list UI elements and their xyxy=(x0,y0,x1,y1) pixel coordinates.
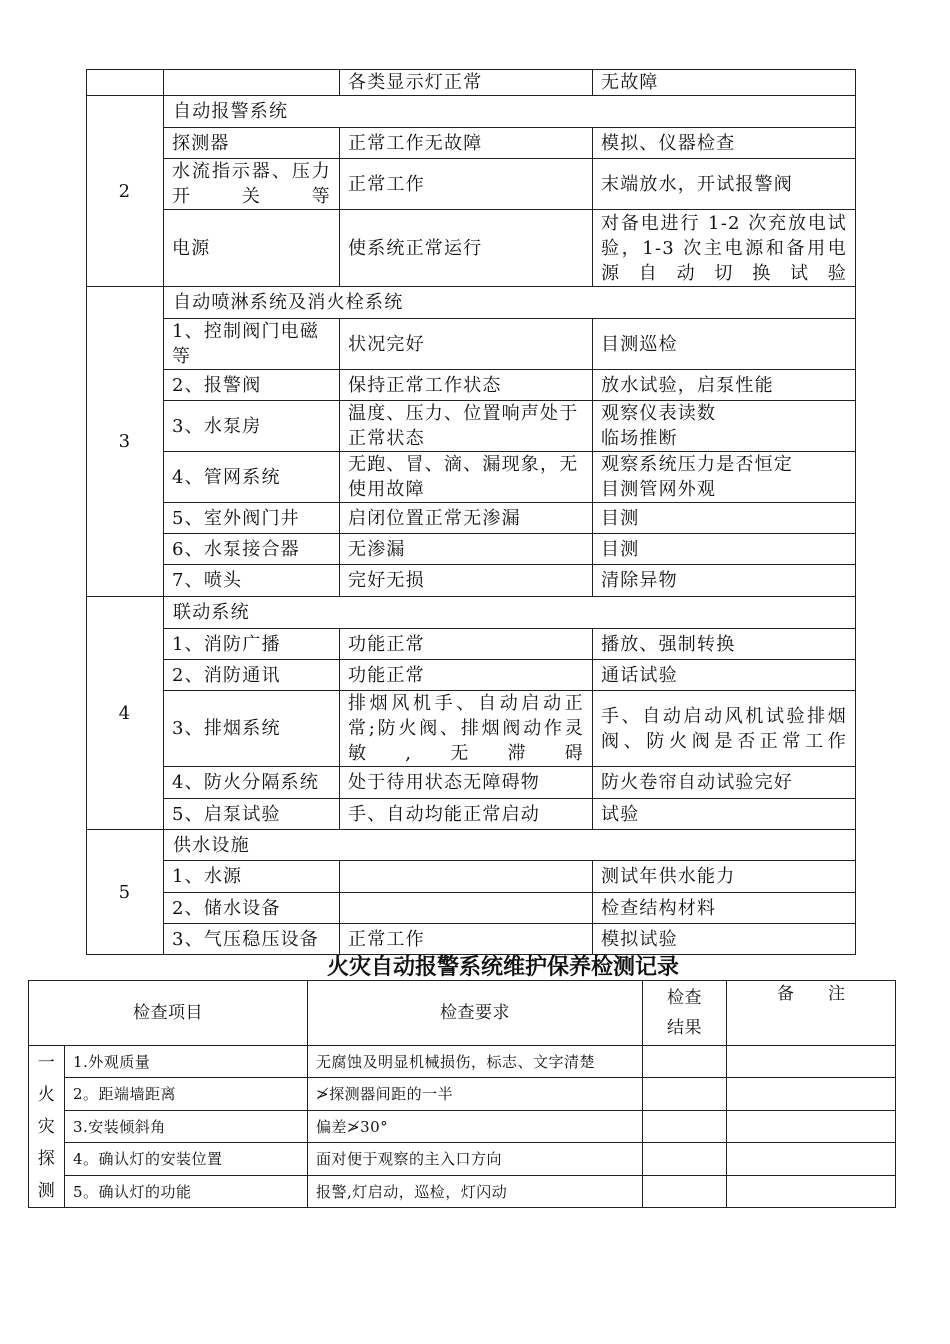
group-title: 联动系统 xyxy=(164,597,856,629)
requirement-cell: 完好无损 xyxy=(340,565,593,597)
method-cell: 模拟试验 xyxy=(593,924,856,955)
item-cell: 2、储水设备 xyxy=(164,893,340,924)
item-cell: 4、防火分隔系统 xyxy=(164,767,340,799)
item-cell: 2、消防通讯 xyxy=(164,660,340,691)
table-row xyxy=(87,370,856,401)
requirement-cell: 偏差≯30° xyxy=(308,1111,643,1143)
header-result-line: 检查 xyxy=(667,988,702,1008)
requirement-cell: ≯探测器间距的一半 xyxy=(308,1078,643,1111)
table-row xyxy=(87,597,856,629)
header-item: 检查项目 xyxy=(29,981,308,1046)
title-blank-underline xyxy=(243,960,325,981)
method-cell xyxy=(593,401,856,452)
item-cell: 3、气压稳压设备 xyxy=(164,924,340,955)
result-cell[interactable] xyxy=(643,1111,727,1143)
category-char: 探 xyxy=(37,1148,56,1169)
requirement-cell: 无跑、冒、滴、漏现象，无使用故障 xyxy=(340,452,593,503)
table-row xyxy=(87,767,856,799)
requirement-cell: 温度、压力、位置响声处于正常状态 xyxy=(340,401,593,452)
item-cell: 水流指示器、压力开关等 xyxy=(164,159,340,210)
method-cell xyxy=(593,452,856,503)
method-cell: 目测巡检 xyxy=(593,319,856,370)
item-cell: 1、消防广播 xyxy=(164,629,340,660)
inspection-record-table xyxy=(28,980,896,1208)
item-cell: 3、排烟系统 xyxy=(164,691,340,767)
group-number: 3 xyxy=(87,287,164,597)
requirement-cell xyxy=(340,861,593,893)
table-row xyxy=(87,691,856,767)
requirement-cell: 无腐蚀及明显机械损伤，标志、文字清楚 xyxy=(308,1046,643,1078)
table-row xyxy=(87,830,856,861)
result-cell[interactable] xyxy=(643,1046,727,1078)
table-row xyxy=(87,861,856,893)
method-cell: 检查结构材料 xyxy=(593,893,856,924)
requirement-cell: 无渗漏 xyxy=(340,534,593,565)
item-cell: 3.安装倾斜角 xyxy=(65,1111,308,1143)
requirement-cell: 正常工作 xyxy=(340,159,593,210)
table-row xyxy=(87,565,856,597)
result-cell[interactable] xyxy=(643,1078,727,1111)
item-cell: 2。距端墙距离 xyxy=(65,1078,308,1111)
method-cell: 播放、强制转换 xyxy=(593,629,856,660)
group-number: 2 xyxy=(87,96,164,287)
table-row xyxy=(87,287,856,319)
table-row xyxy=(87,159,856,210)
header-requirement: 检查要求 xyxy=(308,981,643,1046)
table-row xyxy=(87,924,856,955)
header-result xyxy=(643,981,727,1046)
requirement-cell: 功能正常 xyxy=(340,629,593,660)
table-row xyxy=(87,534,856,565)
method-cell: 试验 xyxy=(593,799,856,830)
category-label xyxy=(29,1046,65,1208)
table-row xyxy=(29,1046,896,1078)
table-row xyxy=(29,1111,896,1143)
item-cell: 5、室外阀门井 xyxy=(164,503,340,534)
requirement-cell: 使系统正常运行 xyxy=(340,210,593,287)
item-cell: 1、控制阀门电磁等 xyxy=(164,319,340,370)
item-cell: 3、水泵房 xyxy=(164,401,340,452)
method-line: 观察仪表读数 xyxy=(601,403,717,424)
table-row xyxy=(87,452,856,503)
table-row xyxy=(29,1143,896,1176)
table-row xyxy=(87,660,856,691)
group-title: 自动报警系统 xyxy=(164,96,856,128)
item-cell: 4。确认灯的安装位置 xyxy=(65,1143,308,1176)
item-cell: 电源 xyxy=(164,210,340,287)
table-row xyxy=(87,503,856,534)
method-line: 临场推断 xyxy=(601,428,678,449)
header-note: 备 注 xyxy=(727,981,896,1046)
category-char: 灾 xyxy=(37,1116,56,1137)
method-line: 观察系统压力是否恒定 xyxy=(601,454,793,475)
requirement-cell: 功能正常 xyxy=(340,660,593,691)
header-result-line: 结果 xyxy=(667,1018,702,1038)
result-cell[interactable] xyxy=(643,1176,727,1208)
item-cell: 2、报警阀 xyxy=(164,370,340,401)
item-cell: 1、水源 xyxy=(164,861,340,893)
note-cell[interactable] xyxy=(727,1143,896,1176)
method-cell: 通话试验 xyxy=(593,660,856,691)
record-title xyxy=(243,955,763,981)
group-title: 供水设施 xyxy=(164,830,856,861)
number-cell xyxy=(87,70,164,96)
category-char: 测 xyxy=(37,1180,56,1201)
note-cell[interactable] xyxy=(727,1078,896,1111)
record-title-text: 火灾自动报警系统维护保养检测记录 xyxy=(327,955,680,980)
item-cell: 6、水泵接合器 xyxy=(164,534,340,565)
item-cell: 5。确认灯的功能 xyxy=(65,1176,308,1208)
table-header-row xyxy=(29,981,896,1046)
note-cell[interactable] xyxy=(727,1176,896,1208)
result-cell[interactable] xyxy=(643,1143,727,1176)
table-row xyxy=(87,629,856,660)
table-row xyxy=(87,401,856,452)
requirement-cell: 保持正常工作状态 xyxy=(340,370,593,401)
requirement-cell: 正常工作 xyxy=(340,924,593,955)
requirement-cell: 启闭位置正常无渗漏 xyxy=(340,503,593,534)
method-cell: 放水试验，启泵性能 xyxy=(593,370,856,401)
table-row xyxy=(29,1078,896,1111)
method-cell: 无故障 xyxy=(593,70,856,96)
note-cell[interactable] xyxy=(727,1046,896,1078)
table-row xyxy=(87,128,856,159)
method-line: 目测管网外观 xyxy=(601,479,717,500)
note-cell[interactable] xyxy=(727,1111,896,1143)
group-title: 自动喷淋系统及消火栓系统 xyxy=(164,287,856,319)
requirement-cell: 各类显示灯正常 xyxy=(340,70,593,96)
method-cell: 目测 xyxy=(593,503,856,534)
requirement-cell: 状况完好 xyxy=(340,319,593,370)
requirement-cell: 面对便于观察的主入口方向 xyxy=(308,1143,643,1176)
table-row xyxy=(87,96,856,128)
method-cell: 末端放水，开试报警阀 xyxy=(593,159,856,210)
method-cell: 对备电进行 1-2 次充放电试验，1-3 次主电源和备用电源自动切换试验 xyxy=(593,210,856,287)
table-row xyxy=(87,70,856,96)
requirement-cell xyxy=(340,893,593,924)
group-number: 4 xyxy=(87,597,164,830)
method-cell: 清除异物 xyxy=(593,565,856,597)
requirement-cell: 手、自动均能正常启动 xyxy=(340,799,593,830)
table-row xyxy=(29,1176,896,1208)
item-cell xyxy=(164,70,340,96)
item-cell: 探测器 xyxy=(164,128,340,159)
item-cell: 7、喷头 xyxy=(164,565,340,597)
item-cell: 5、启泵试验 xyxy=(164,799,340,830)
requirement-cell: 正常工作无故障 xyxy=(340,128,593,159)
requirement-cell: 处于待用状态无障碍物 xyxy=(340,767,593,799)
method-cell: 模拟、仪器检查 xyxy=(593,128,856,159)
table-row xyxy=(87,319,856,370)
requirement-cell: 排烟风机手、自动启动正常;防火阀、排烟阀动作灵敏,无滞碍 xyxy=(340,691,593,767)
group-number: 5 xyxy=(87,830,164,955)
method-cell: 目测 xyxy=(593,534,856,565)
category-char: 一 xyxy=(37,1052,56,1073)
category-char: 火 xyxy=(37,1084,56,1105)
table-row xyxy=(87,799,856,830)
method-cell: 手、自动启动风机试验排烟阀、防火阀是否正常工作 xyxy=(593,691,856,767)
requirement-cell: 报警,灯启动，巡检，灯闪动 xyxy=(308,1176,643,1208)
method-cell: 防火卷帘自动试验完好 xyxy=(593,767,856,799)
item-cell: 1.外观质量 xyxy=(65,1046,308,1078)
table-row xyxy=(87,893,856,924)
table-row xyxy=(87,210,856,287)
maintenance-items-table xyxy=(86,69,856,955)
item-cell: 4、管网系统 xyxy=(164,452,340,503)
method-cell: 测试年供水能力 xyxy=(593,861,856,893)
